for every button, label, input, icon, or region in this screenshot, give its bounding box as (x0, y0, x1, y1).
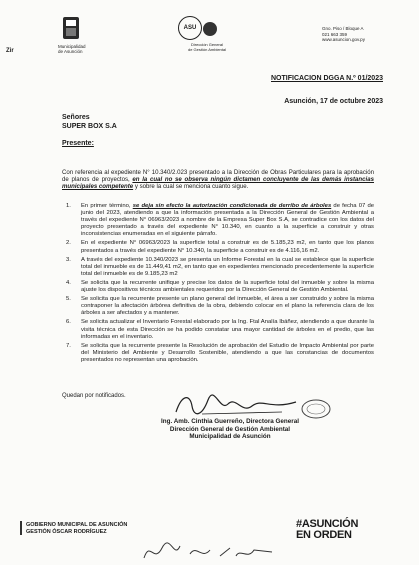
present-label: Presente: (62, 140, 94, 147)
list-item: 7. Se solicita que la recurrente presente la Resolución de aprobación del Estudio de Impacto Ambiental por parte del Ministerio del Ambiente y Desarrollo Sostenible, atendiendo a que las constancias de documentos presentados no representan una aprobación. (66, 342, 374, 363)
city-crest-icon (62, 16, 80, 42)
list-item: 6. Se solicita actualizar el Inventario Forestal elaborado por la Ing. Ftal Analía Ibáñez, atendiendo a que durante la visita técnica de esta Dirección se ha podido constatar una mayor cantidad de árboles en el predio, que las informadas en el inventario. (66, 319, 374, 340)
left-edge-text: Zir (6, 48, 14, 54)
signature-icon (172, 392, 302, 418)
municipality-name: Municipalidad de Asunción (58, 44, 86, 54)
address-block: Gno. Piso / Bloque A 021 663 359 www.asuncion.gov.py (322, 26, 365, 42)
list-item: 4. Se solicita que la recurrente unifique y precise los datos de la superficie total del inmueble y sobre la misma ajuste los dispositivos técnicos ambientales requeridos por la Dirección General de Gestión Ambiental. (66, 279, 374, 294)
official-stamp-icon (300, 398, 332, 420)
closing-line: Quedan por notificados. (62, 393, 126, 399)
intro-emphasis: en la cual no se observa ningún dictamen concluyente de las demás instancias municipales competente (62, 176, 374, 191)
notice-number: NOTIFICACION DGGA N.º 01/2023 (271, 75, 383, 82)
intro-paragraph: Con referencia al expediente N° 10.340/2.023 presentado a la Dirección de Obras Particulares para la aprobación de planos de proyectos, en la cual no se observa ningún dictamen concluyente de las demás instancias municipales competente y sobre la cual se menciona cuanto sigue. (62, 169, 374, 191)
direction-name: Dirección General de Gestión Ambiental (187, 42, 227, 52)
letterhead (0, 10, 419, 72)
signer-name: Ing. Amb. Cinthia Guerreño, Directora General (161, 418, 299, 425)
list-item: 3. A través del expediente 10.340/2023 se presenta un Informe Forestal en la cual se establece que la superficie total del inmueble es de 11.449,41 m2, en tanto que en expedientes mencionado precedentemente la superficie total del inmueble es de 9.185,23 m2 (66, 256, 374, 277)
signer-block (155, 418, 305, 441)
campaign-brand: #ASUNCIÓN EN ORDEN (296, 518, 359, 541)
signer-office: Dirección General de Gestión Ambiental (169, 425, 291, 433)
footer-divider (20, 521, 22, 535)
asu-logo-icon: ASU (178, 16, 202, 40)
salutation: Señores (62, 114, 90, 121)
list-item: 1. En primer término, se deja sin efecto la autorización condicionada de derribo de árboles de fecha 07 de junio del 2023, atendiendo a que la información presentada a la Dirección General de Gestión Ambiental a través del expediente N° 06963/2023 a nombre de la Empresa Super Box S.A, se contradice con los datos del proyecto presentado a través del expediente N° 10.340, en cuanto a la superficie a construir y otras inconsistencias enumeradas en el siguiente párrafo. (66, 203, 375, 238)
handwritten-receipt-icon (140, 530, 280, 565)
asu-mark-icon (203, 22, 217, 36)
notice-date: Asunción, 17 de octubre 2023 (284, 98, 383, 105)
list-item: 2. En el expediente N° 06963/2023 la superficie total a construir es de 5.185,23 m2, en tanto que los planos presentados a través del expediente N° 10.340, la superficie a construir es de 4.116,16 m2. (66, 240, 374, 254)
recipient-block (62, 113, 117, 131)
numbered-items (62, 203, 374, 366)
footer-government: GOBIERNO MUNICIPAL DE ASUNCIÓN GESTIÓN ÓSCAR RODRÍGUEZ (26, 522, 128, 535)
list-item: 5. Se solicita que la recurrente presente un plano general del inmueble, el área a ser construido y sobre la misma contraponer la afectación árbórea definitiva de la obra, debiendo colocar en el plano la referencia clara de los árboles a ser afectados y a mantener. (66, 296, 374, 317)
signer-institution: Municipalidad de Asunción (189, 433, 271, 441)
recipient-company: SUPER BOX S.A (62, 123, 117, 130)
